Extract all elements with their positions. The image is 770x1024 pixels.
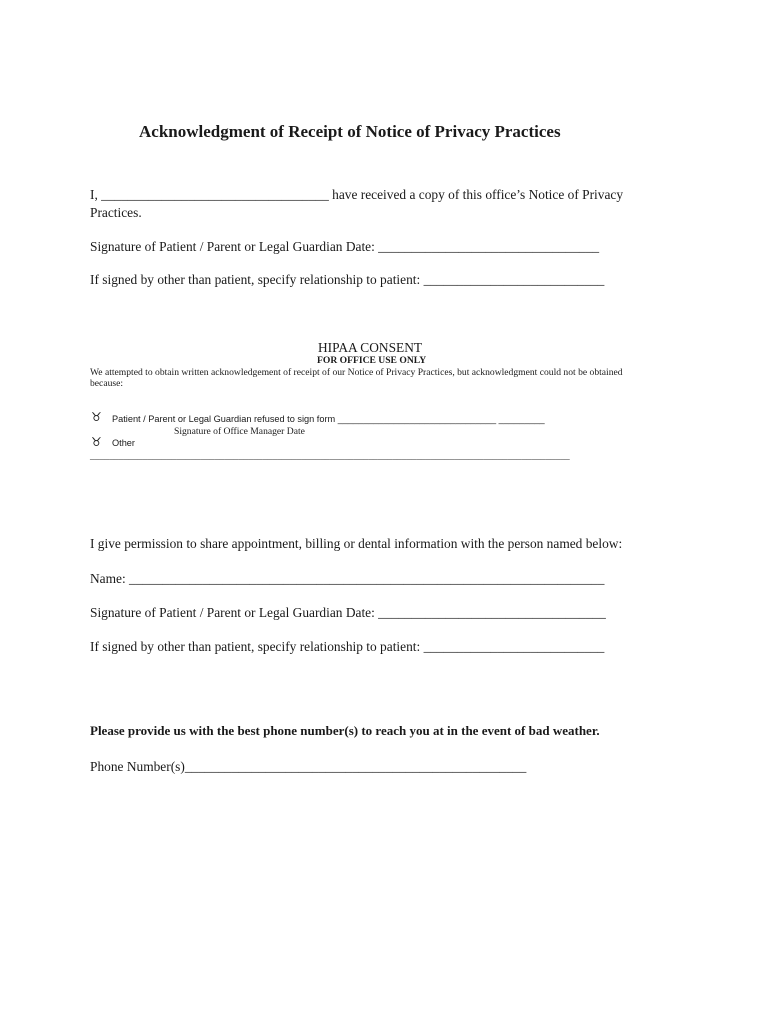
checkbox-icon: ♉ [91,410,102,424]
ack-relationship-line: If signed by other than patient, specify relationship to patient: ___________________________ [90,272,605,287]
permission-relationship-line: If signed by other than patient, specify relationship to patient: ___________________________ [90,639,605,654]
ack-signature-line: Signature of Patient / Parent or Legal Guardian Date: _________________________________ [90,239,600,254]
permission-statement: I give permission to share appointment, billing or dental information with the person named below: [90,536,623,551]
hipaa-rule-line: ____________________________________________________________________________________________________ [90,451,570,462]
ack-line-2: Practices. [90,205,142,220]
hipaa-intro-line-2: because: [90,378,124,389]
checkbox-icon: ♉ [91,435,102,449]
ack-line-1: I, __________________________________ have received a copy of this office’s Notice of Privacy [90,187,624,202]
hipaa-intro-line-1: We attempted to obtain written acknowledgement of receipt of our Notice of Privacy Practices, but acknowledgment could not be obtained [90,367,623,378]
hipaa-subheading: FOR OFFICE USE ONLY [317,355,427,366]
option-other-label: Other [112,438,135,448]
permission-signature-line: Signature of Patient / Parent or Legal Guardian Date: __________________________________ [90,605,606,620]
hipaa-heading: HIPAA CONSENT [318,340,423,355]
phone-number-line: Phone Number(s)___________________________________________________ [90,759,527,774]
document-title: Acknowledgment of Receipt of Notice of Privacy Practices [139,122,561,141]
option-refused-sublabel: Signature of Office Manager Date [174,426,305,437]
option-refused-label: Patient / Parent or Legal Guardian refused to sign form _______________________________ _________ [112,414,545,424]
phone-request: Please provide us with the best phone number(s) to reach you at in the event of bad weather. [90,723,600,738]
permission-name-line: Name: _______________________________________________________________________ [90,571,605,586]
